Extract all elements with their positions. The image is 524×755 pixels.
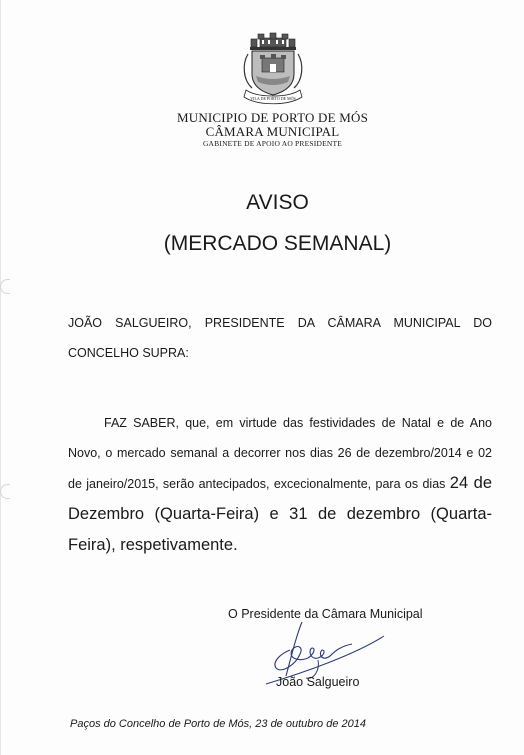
council-name: CÂMARA MUNICIPAL [205,124,340,139]
crest-ribbon-text: VILA DE PORTO DE MÓS [250,96,296,101]
notice-emphasis: 24 de Dezembro (Quarta-Feira) e 31 de dezembro (Quarta-Feira), respetivamente. [68,474,492,554]
municipal-crest-icon [238,30,308,110]
municipality-name: MUNICIPIO DE PORTO DE MÓS [176,110,369,125]
notice-paragraph [68,408,492,561]
signatory-name: João Salgueiro [276,675,360,689]
intro-paragraph: JOÃO SALGUEIRO, PRESIDENTE DA CÂMARA MUNICIPAL DO CONCELHO SUPRA: [68,316,492,360]
signatory-role: O Presidente da Câmara Municipal [228,607,423,621]
place-date-footer: Paços do Concelho de Porto de Mós, 23 de outubro de 2014 [70,718,366,730]
office-name: GABINETE DE APOIO AO PRESIDENTE [202,139,343,148]
punch-hole-mark [0,484,10,499]
punch-hole-mark [0,279,10,294]
document-title: AVISO [246,191,309,214]
document-subtitle: (MERCADO SEMANAL) [163,232,392,255]
notice-text: FAZ SABER, que, em virtude das festividades de Natal e de Ano Novo, o mercado semanal a decorrer nos dias 26 de dezembro/2014 e 02 de janeiro/2015, serão antecipados, excecionalmente, para os dias [68,416,492,491]
